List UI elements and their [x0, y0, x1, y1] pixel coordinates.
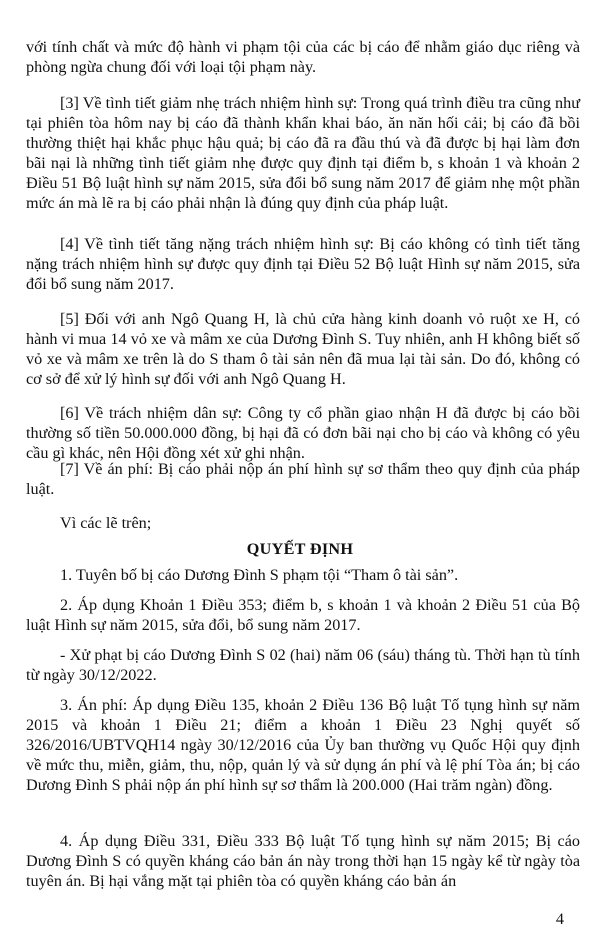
intro-paragraph: với tính chất và mức độ hành vi phạm tội của các bị cáo để nhằm giáo dục riêng và phòng ngừa chung đối với loại tội phạm này. — [26, 38, 580, 76]
decision-item-2-sentence: - Xử phạt bị cáo Dương Đình S 02 (hai) năm 06 (sáu) tháng tù. Thời hạn tù tính từ ngày 30/12/2022. — [26, 646, 580, 684]
reason-line: Vì các lẽ trên; — [60, 514, 152, 532]
decision-item-4-appeal: 4. Áp dụng Điều 331, Điều 333 Bộ luật Tố tụng hình sự năm 2015; Bị cáo Dương Đình S có quyền kháng cáo bản án này trong thời hạn 15 ngày kể từ ngày tòa tuyên án. Bị hại vắng mặt tại phiên tòa có quyền kháng cáo bản án — [26, 832, 580, 890]
decision-item-2: 2. Áp dụng Khoản 1 Điều 353; điểm b, s khoản 1 và khoản 2 Điều 51 của Bộ luật Hình sự năm 2015, sửa đổi, bổ sung năm 2017. — [26, 596, 580, 634]
decision-item-1: 1. Tuyên bố bị cáo Dương Đình S phạm tội “Tham ô tài sản”. — [60, 566, 459, 584]
decision-heading: QUYẾT ĐỊNH — [246, 540, 354, 558]
paragraph-6-civil-liability: [6] Về trách nhiệm dân sự: Công ty cổ phần giao nhận H đã được bị cáo bồi thường số tiền 50.000.000 đồng, bị hại đã có đơn bãi nại cho bị cáo và không có yêu cầu gì khác, nên Hội đồng xét xử ghi nhận. — [26, 404, 580, 462]
decision-item-3-fees: 3. Án phí: Áp dụng Điều 135, khoản 2 Điều 136 Bộ luật Tố tụng hình sự năm 2015 và khoản 1 Điều 21; điểm a khoản 1 Điều 23 Nghị quyết số 326/2016/UBTVQH14 ngày 30/12/2016 của Ủy ban thường vụ Quốc Hội quy định về mức thu, miễn, giảm, thu, nộp, quản lý và sử dụng án phí và lệ phí Tòa án; bị cáo Dương Đình S phải nộp án phí hình sự sơ thẩm là 200.000 (Hai trăm ngàn) đồng. — [26, 696, 580, 794]
page-number: 4 — [555, 910, 564, 928]
paragraph-5-third-party: [5] Đối với anh Ngô Quang H, là chủ cửa hàng kinh doanh vỏ ruột xe H, có hành vi mua 14 vỏ xe và mâm xe của Dương Đình S. Tuy nhiên, anh H không biết số vỏ xe và mâm xe trên là do S tham ô tài sản nên đã mua lại tài sản. Do đó, không có cơ sở để xử lý hình sự đối với anh Ngô Quang H. — [26, 310, 580, 388]
paragraph-7-court-fees: [7] Về án phí: Bị cáo phải nộp án phí hình sự sơ thẩm theo quy định của pháp luật. — [26, 460, 580, 498]
paragraph-3-mitigating-circumstances: [3] Về tình tiết giảm nhẹ trách nhiệm hình sự: Trong quá trình điều tra cũng như tại phiên tòa hôm nay bị cáo đã thành khẩn khai báo, ăn năn hối cải; bị cáo đã bồi thường thiệt hại khắc phục hậu quả; bị cáo đã ra đầu thú và đã được bị hại làm đơn bãi nại là những tình tiết giảm nhẹ được quy định tại điểm b, s khoản 1 và khoản 2 Điều 51 Bộ luật hình sự năm 2015, sửa đổi bổ sung năm 2017 để giảm nhẹ một phần mức án mà lẽ ra bị cáo phải nhận là đúng quy định của pháp luật. — [26, 94, 580, 212]
paragraph-4-aggravating-circumstances: [4] Về tình tiết tăng nặng trách nhiệm hình sự: Bị cáo không có tình tiết tăng nặng trách nhiệm hình sự được quy định tại Điều 52 Bộ luật Hình sự năm 2015, sửa đổi bổ sung năm 2017. — [26, 235, 580, 293]
